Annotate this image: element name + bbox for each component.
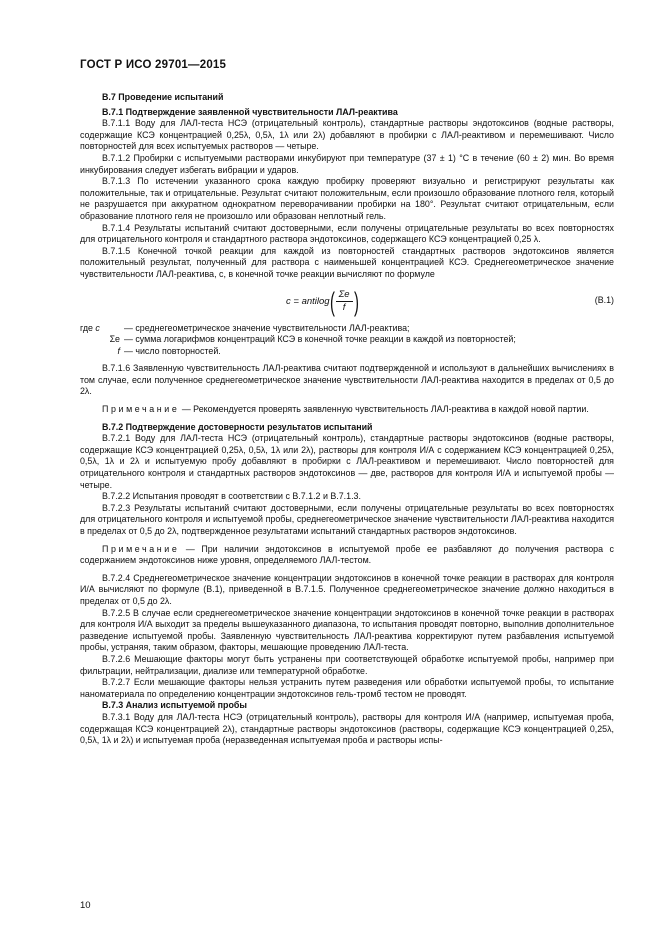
note-label: Примечание [102,543,180,554]
definition-text: — число повторностей. [124,345,221,356]
paragraph-b722: B.7.2.2 Испытания проводят в соответствии с B.7.1.2 и B.7.1.3. [102,491,361,502]
paragraph-b715: B.7.1.5 Конечной точкой реакции для каждой из повторностей стандартных растворов эндотоксинов является положительный результат, полученный для раствора с наименьшей концентрацией КСЭ. Среднегеометрическое значение чувствительности ЛАЛ-реактива, c, в конечной точке реакции вычисляют по формуле [80,245,614,279]
note-text: — Рекомендуется проверять заявленную чувствительность ЛАЛ-реактива в каждой новой партии. [179,404,589,415]
right-paren-icon: ) [353,286,359,317]
definition-row [80,323,614,335]
page-body [80,92,614,747]
paragraph-b714: B.7.1.4 Результаты испытаний считают достоверными, если получены отрицательные результаты во всех повторностях для отрицательного контроля и стандартного раствора эндотоксинов, содержащего КСЭ концентрацией 0,25 λ. [80,222,614,245]
document-header: ГОСТ Р ИСО 29701—2015 [80,59,227,71]
formula-fraction [336,289,353,314]
formula-lhs: c = antilog [286,295,330,307]
formula-denominator: f [342,302,346,313]
note-text: — При наличии эндотоксинов в испытуемой пробе ее разбавляют до получения раствора с содержанием эндотоксинов ниже уровня, определяемого ЛАЛ-тестом. [80,543,614,566]
paragraph-b725: B.7.2.5 В случае если среднегеометрическое значение концентрации эндотоксинов в конечной точке реакции в растворах для контроля И/А выходит за пределы вышеуказанного диапазона, то испытания проводят повторно, выполнив дополнительное разведение испытуемой пробы. Заявленную чувствительность ЛАЛ-реактива корректируют путем разбавления испытуемой пробы, устраняя, таким образом, факторы, мешающие проведению ЛАЛ-теста. [80,607,614,653]
paragraph-b713: B.7.1.3 По истечении указанного срока каждую пробирку проверяют визуально и регистрируют результаты как положительные, так и отрицательные. Результат считают положительным, если произошло образование плотного геля, который не разрушается при аккуратном однократном переворачивании пробирки на 180°. Результат считают отрицательным, если образование плотного геля не произошло или образован неплотный гель. [80,176,614,221]
note-label: Примечание [102,404,180,415]
left-paren-icon: ( [329,286,335,317]
paragraph-b711: B.7.1.1 Воду для ЛАЛ-теста НСЭ (отрицательный контроль), стандартные растворы эндотоксинов (водные растворы, содержащие КСЭ концентрацией 0,25λ, 0,5λ, 1λ или 2λ) добавляют в пробирки с ЛАЛ-реактивом и перемешивают. Число повторностей для всех испытуемых растворов — четыре. [80,118,614,152]
definition-symbol: f [117,345,120,356]
formula-expression [286,286,359,318]
definition-row [80,346,614,358]
definition-where: где c [80,322,100,333]
definition-symbol: Σe [109,334,120,345]
section-heading-b73: B.7.3 Анализ испытуемой пробы [102,700,247,711]
formula-number: (B.1) [594,294,614,305]
paragraph-b731: B.7.3.1 Воду для ЛАЛ-теста НСЭ (отрицательный контроль), растворы для контроля И/А (например, испытуемая проба, содержащая КСЭ концентрацией 2λ), стандартные растворы эндотоксинов (растворы, содержащие КСЭ концентрацией 0,25λ, 0,5λ, 1λ и 2λ) и испытуемая проба (неразведенная испытуемая проба и растворы испы- [80,711,614,746]
definition-text: — сумма логарифмов концентраций КСЭ в конечной точке реакции в каждой из повторностей; [124,334,516,345]
formula-numerator: Σe [336,289,353,302]
definition-row [80,334,614,346]
paragraph-b726: B.7.2.6 Мешающие факторы могут быть устранены при соответствующей обработке испытуемой пробы, например при фильтрации, нейтрализации, диализе или температурной обработке. [80,653,614,676]
paragraph-b721: B.7.2.1 Воду для ЛАЛ-теста НСЭ (отрицательный контроль), стандартные растворы эндотоксинов (водные растворы, содержащие КСЭ концентрацией 0,25λ, 0,5λ, 1λ или 2λ), растворы для контроля И/А с содержанием КСЭ концентрацией 0,25λ, 0,5λ, 1λ и 2λ и испытуемую пробу добавляют в пробирки с ЛАЛ-реактивом и перемешивают. Число повторностей для отрицательного контроля и стандартных растворов эндотоксинов — две, растворов для контроля И/А и испытуемой пробы — четыре. [80,433,614,490]
page-number: 10 [80,900,91,911]
section-heading-b7: B.7 Проведение испытаний [102,92,224,102]
paragraph-b727: B.7.2.7 Если мешающие факторы нельзя устранить путем разведения или обработки испытуемой пробы, то испытание наноматериала по определению концентрации эндотоксинов гель-тромб тестом не проводят. [80,677,614,699]
paragraph-b716: B.7.1.6 Заявленную чувствительность ЛАЛ-реактива считают подтвержденной и используют в дальнейших вычислениях в том случае, если полученное среднегеометрическое значение чувствительности ЛАЛ-реактива находится в пределах от 0,5 до 2λ. [80,363,614,397]
paragraph-b712: B.7.1.2 Пробирки с испытуемыми растворами инкубируют при температуре (37 ± 1) °С в течение (60 ± 2) мин. Во время инкубирования следует избегать вибрации и ударов. [80,152,614,175]
section-heading-b71: B.7.1 Подтверждение заявленной чувствительности ЛАЛ-реактива [102,106,398,117]
section-heading-b72: B.7.2 Подтверждение достоверности результатов испытаний [102,421,373,432]
note-2 [80,544,614,567]
definition-text: — среднегеометрическое значение чувствительности ЛАЛ-реактива; [124,322,410,333]
paragraph-b723: B.7.2.3 Результаты испытаний считают достоверными, если получены отрицательные результаты во всех повторностях для отрицательного контроля и испытуемой пробы, среднегеометрическое значение чувствительности ЛАЛ-реактива находится в пределах от 0,5 до 2λ, подтвержденное результатами испытаний стандартных растворов эндотоксинов. [80,502,614,536]
paragraph-b724: B.7.2.4 Среднегеометрическое значение концентрации эндотоксинов в конечной точке реакции в растворах для контроля И/А вычисляют по формуле (B.1), приведенной в B.7.1.5. Полученное среднегеометрическое значение должно находиться в пределах от 0,5 до 2λ. [80,572,614,606]
note-1 [80,404,614,416]
formula-b1 [80,284,614,320]
